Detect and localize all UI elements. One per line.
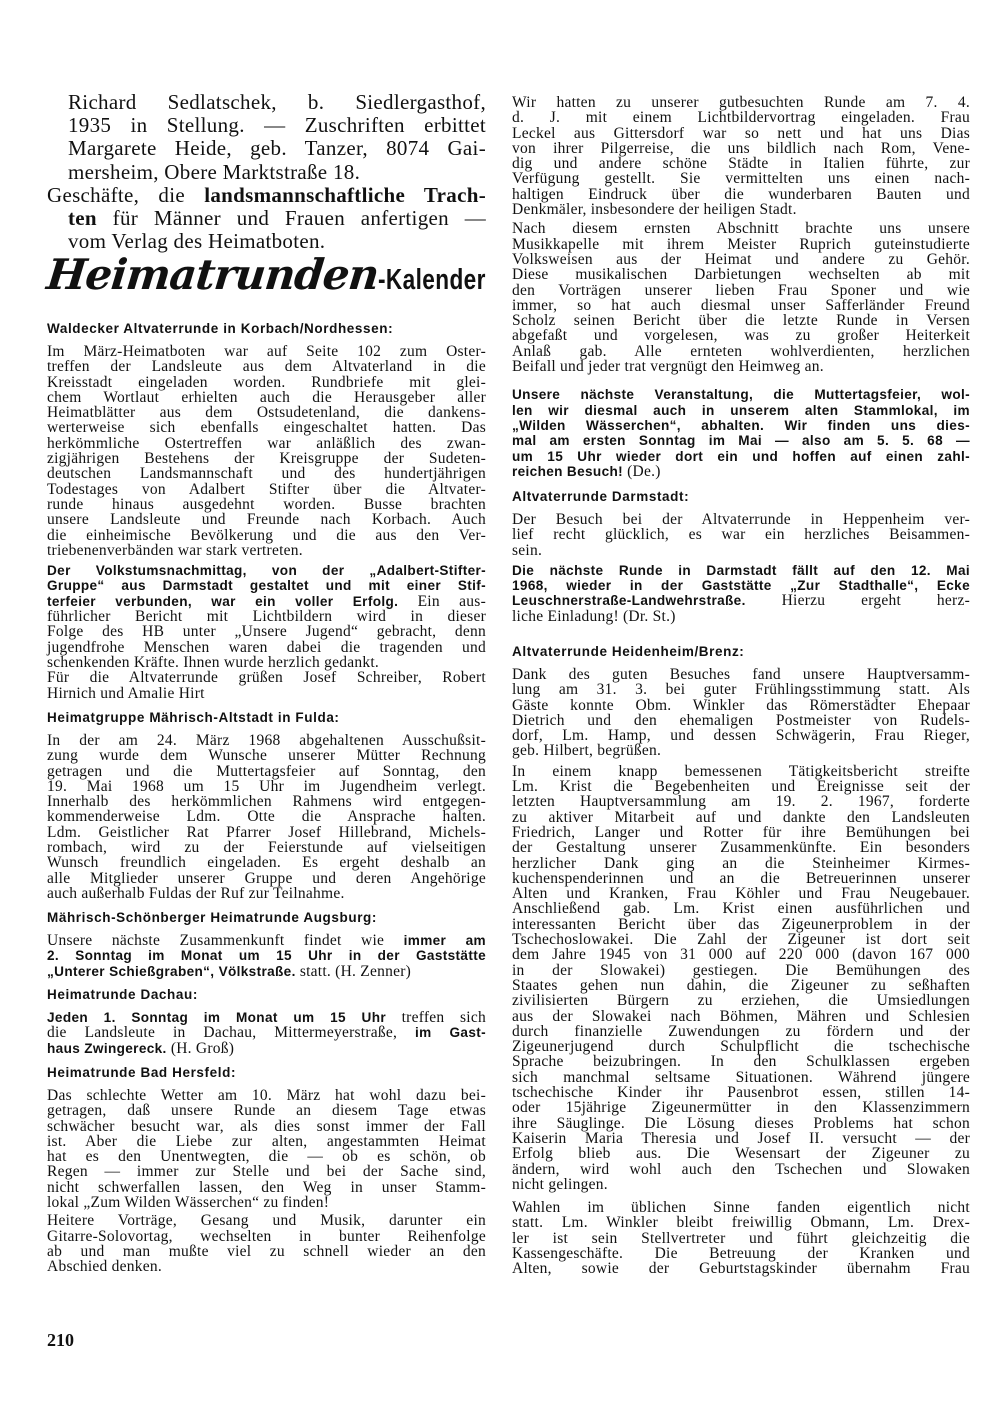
text-run: (De.)	[623, 462, 661, 480]
text-line: triebenenverbänden war stark vertreten.	[47, 541, 303, 559]
section-heading: Heimatrunde Dachau:	[47, 987, 198, 1002]
text-line: interessanten Bericht über das Zigeunerproblem in der	[512, 915, 970, 933]
bold-text-run: 1968, wieder in der Gaststätte „Zur Stadthalle“, Ecke	[512, 578, 970, 594]
text-line: Kassengeschäfte. Die Betreuung der Kranken und	[512, 1244, 970, 1262]
text-line: Innerhalb des herkömmlichen Rahmens wird entgegen-	[47, 793, 486, 811]
paragraph	[512, 95, 970, 217]
text-line: zung wurde dem Wunsche unserer Mütter Rechnung	[47, 747, 486, 765]
article-section	[47, 710, 486, 901]
text-line: lung am 31. 3. bei guter Frühlingsstimmung statt. Als	[512, 681, 970, 699]
text-line	[512, 387, 970, 402]
text-line	[512, 593, 970, 608]
text-line: Heimatblätter aus dem Ostsudetenland, die dankens-	[47, 404, 486, 422]
text-line: zivilisierten Bürgern zu erziehen, die Umsiedlungen	[512, 992, 970, 1010]
text-line: Heitere Vorträge, Gesang und Musik, darunter ein	[47, 1212, 486, 1230]
bold-text-run: Der Volkstumsnachmittag, von der „Adalbert-Stifter-	[47, 563, 486, 579]
text-line	[47, 1041, 486, 1056]
paragraph	[512, 563, 970, 624]
text-line: dem Jahre 1945 von 31 000 auf 220 000 (davon 167 000	[512, 946, 970, 964]
paragraph	[47, 1213, 486, 1274]
section-heading: Altvaterrunde Heidenheim/Brenz:	[512, 644, 745, 659]
text-line: treffen der Landsleute aus dem Altvaterland in die	[47, 358, 486, 376]
paragraph	[512, 667, 970, 759]
paragraph	[512, 387, 970, 479]
text-line: geb. Hilbert, begrüßen.	[512, 742, 662, 760]
text-line	[47, 184, 486, 207]
text-line: Alten und Kranken, Frau Köhler und Frau Neugebauer.	[512, 885, 970, 903]
bold-text-run: „Wilden Wässerchen“, abhalten. Wir finden uns dies-	[512, 417, 970, 433]
bold-text-run: terfeier verbunden, war ein voller Erfolg.	[47, 593, 399, 609]
section-heading: Mährisch-Schönberger Heimatrunde Augsburg:	[47, 910, 377, 925]
text-line	[512, 563, 970, 578]
text-line: Lm. Krist die Begebenheiten und Ereignisse seit der	[512, 778, 970, 796]
text-line: aus der Slowakei nach Böhmen, Mähren und Schlesien	[512, 1007, 970, 1025]
text-line: nicht gelingen.	[512, 1175, 608, 1193]
text-line: lief recht glücklich, es war ein herzliches Beisammen-	[512, 526, 970, 544]
text-line: Abschied denken.	[47, 1258, 163, 1276]
text-line: kuchenspenderinnen und an die Betreuerinnen unserer	[512, 869, 970, 887]
paragraph	[47, 1088, 486, 1210]
text-line: Folge des HB unter „Unsere Jugend“ gebracht, denn	[47, 623, 486, 641]
text-line: Im März-Heimatboten war auf Seite 102 zum Oster-	[47, 343, 486, 360]
paragraph	[512, 512, 970, 558]
text-run: Hierzu ergeht herz-	[745, 592, 970, 610]
text-line: ihre Säuglinge. Die Lösung dieses Problems hat schon	[512, 1114, 970, 1132]
text-line: Wir hatten zu unserer gutbesuchten Runde am 7. 4.	[512, 94, 970, 111]
text-line	[47, 1010, 486, 1025]
paragraph	[512, 1200, 970, 1276]
text-line: sich manchmal seltsame Situationen. Während jüngere	[512, 1068, 970, 1086]
paragraph	[47, 933, 486, 979]
text-line: chem Wortlaut erhielten auch die Herausgeber aller	[47, 388, 486, 406]
text-line: Ldm. Geistlicher Rat Pfarrer Josef Hillebrand, Michels-	[47, 823, 486, 841]
text-line: In einem knapp bemessenen Tätigkeitsbericht streifte	[512, 762, 970, 780]
bold-text-run: len wir diesmal auch in unserem alten Stammlokal, im	[512, 402, 970, 418]
text-line: Anschließend gab. Lm. Krist einen ausführlichen und	[512, 900, 970, 918]
text-line	[47, 1025, 486, 1040]
article-section	[47, 1065, 486, 1275]
text-line: ab und man mußte viel zu schnell wieder an den	[47, 1242, 486, 1260]
text-run: Ein aus-	[398, 592, 486, 610]
text-line: Todestages von Adalbert Stifter über die Altvater-	[47, 480, 486, 498]
text-line: sein.	[512, 541, 543, 559]
text-line: rombach, wird zu der Feierstunde auf vielseitigen	[47, 839, 486, 857]
text-line: Tschechoslowakei. Die Zahl der Zigeuner ist dort seit	[512, 931, 970, 949]
text-line: alle Mitglieder unserer Gruppe und deren Angehörige	[47, 869, 486, 887]
bold-text-run: Unsere nächste Veranstaltung, die Muttertagsfeier, wol-	[512, 387, 970, 403]
text-line: Musikkapelle mit ihrem Meister Ruprich guteinstudierte	[512, 235, 970, 253]
text-line: Denkmäler, insbesondere der heiligen Stadt.	[512, 201, 797, 219]
text-line: getragen und die Muttertagsfeier auf Sonntag, den	[47, 762, 486, 780]
text-line: jugendfrohe Menschen waren dabei die tragenden und	[47, 638, 486, 656]
text-line	[512, 433, 970, 448]
text-line: Dietrich und den ehemaligen Postmeister von Rudels-	[512, 711, 970, 729]
bold-text-run: reichen Besuch!	[512, 463, 624, 479]
text-line: schenkenden Kräfte. Ihnen wurde herzlich gedankt.	[47, 653, 380, 671]
text-run: Geschäfte, die	[47, 182, 205, 207]
text-line: dig und andere schöne Städte in Italien führte, zur	[512, 155, 970, 173]
section-heading: Waldecker Altvaterrunde in Korbach/Nordhessen:	[47, 321, 394, 336]
text-line: haltigen Eindruck über die wunderbaren Bauten und	[512, 185, 970, 203]
text-line: In der am 24. März 1968 abgehaltenen Ausschußsit-	[47, 732, 486, 749]
text-line: dorf, Lm. Hamp, und dessen Schwägerin, Frau Rieger,	[512, 727, 970, 745]
text-line: Beifall und jeder trat vergnügt den Heimweg an.	[512, 358, 824, 376]
bold-text-run: um 15 Uhr wieder dort ein und hoffen auf einen zahl-	[512, 448, 970, 464]
paragraph	[47, 733, 486, 901]
text-line	[47, 578, 486, 593]
text-line: nicht schwerfallen lassen, den Weg in unser Stamm-	[47, 1178, 486, 1196]
text-line: Leckel aus Gittersdorf war so nett und hat uns Dias	[512, 124, 970, 142]
text-line: oder 15jährige Zigeunermütter in den Klassenzimmern	[512, 1099, 970, 1117]
text-line: den Vorträgen unserer lieben Frau Sponer und wie	[512, 281, 970, 299]
text-line: Staates gehen nun dahin, die Zigeuner zu seßhaften	[512, 976, 970, 994]
text-line: Wunsch freundlich eingeladen. Es ergeht deshalb an	[47, 854, 486, 872]
text-line: letzten Hauptversammlung am 19. 2. 1967, forderte	[512, 793, 970, 811]
text-line: Hirnich und Amalie Hirt	[47, 684, 205, 702]
bold-text-run: ten	[68, 206, 97, 231]
text-line: kommenderweise Ldm. Otte die Ansprache halten.	[47, 808, 486, 826]
bold-text-run: immer am	[403, 933, 486, 948]
bold-text-run: im Gast-	[415, 1025, 486, 1041]
text-line: Verfügung gestellt. Sie vermittelten uns einen nach-	[512, 170, 970, 188]
paragraph	[512, 221, 970, 374]
section-heading: Heimatrunde Bad Hersfeld:	[47, 1065, 237, 1080]
text-line	[47, 933, 486, 948]
text-run: treffen sich	[386, 1009, 486, 1026]
text-line: ändern, wird wohl auch den Tschechen und Slowaken	[512, 1160, 970, 1178]
text-line: Anlaß gab. Alle ernteten wohlverdienten, herzlichen	[512, 342, 970, 360]
bold-text-run: Jeden 1. Sonntag im Monat um 15 Uhr	[47, 1010, 386, 1025]
bold-text-run: Die nächste Runde in Darmstadt fällt auf den 12. Mai	[512, 562, 970, 578]
text-line: unsere Landsleute und Freunde nach Korbach. Auch	[47, 511, 486, 529]
text-line: Das schlechte Wetter am 10. März hat wohl dazu bei-	[47, 1087, 486, 1104]
text-line	[512, 418, 970, 433]
text-line	[47, 594, 486, 609]
bold-text-run: Leuschnerstraße-Landwehrstraße.	[512, 593, 746, 609]
text-line: mersheim, Obere Marktstraße 18.	[68, 159, 361, 184]
paragraph	[47, 1010, 486, 1056]
text-line: herkömmliche Ostertreffen war anläßlich des zwan-	[47, 434, 486, 452]
bold-text-run: haus Zwingereck.	[47, 1040, 167, 1056]
text-line: Kaiserin Maria Theresia und Josef II. versucht — der	[512, 1129, 970, 1147]
text-line: Richard Sedlatschek, b. Siedlergasthof,	[68, 90, 486, 114]
page-title	[44, 250, 517, 299]
text-line	[47, 563, 486, 578]
article-section	[47, 321, 486, 701]
text-line: Nach diesem ernsten Abschnitt brachte uns unsere	[512, 220, 970, 238]
text-line: Friedrich, Langer und Rotter für ihre Bemühungen bei	[512, 823, 970, 841]
text-run: Unsere nächste Zusammenkunft findet wie	[47, 932, 404, 949]
text-line	[512, 578, 970, 593]
text-line: Margarete Heide, geb. Tanzer, 8074 Gai-	[68, 136, 486, 161]
text-run: (H. Groß)	[166, 1039, 235, 1057]
article-section	[512, 489, 970, 624]
text-line: Der Besuch bei der Altvaterrunde in Heppenheim ver-	[512, 511, 970, 528]
text-line: Alten, sowie der Geburtstagskinder übernahm Frau	[512, 1260, 970, 1278]
text-line: tschechische Kinder ihr Pausenbrot essen, stillen 14-	[512, 1084, 970, 1102]
text-line: d. J. mit einem Lichtbildervortrag eingeladen. Frau	[512, 109, 970, 127]
text-line: vom Verlag des Heimatboten.	[68, 229, 326, 254]
text-line: werterweise sich ebenfalls eingeschaltet hatten. Das	[47, 419, 486, 437]
text-line: Gitarre-Solovortag, wechselten in bunter Reihenfolge	[47, 1227, 486, 1245]
paragraph	[512, 764, 970, 1192]
text-line: ler ist sein Stellvertreter und führt gleichzeitig die	[512, 1229, 970, 1247]
text-line	[47, 948, 486, 963]
text-line: von ihrer Pilgerreise, die uns bildlich nach Rom, Vene-	[512, 139, 970, 157]
text-line: Sprache beizubringen. In den Schulklassen ergeben	[512, 1053, 970, 1071]
text-line	[512, 449, 970, 464]
article-section	[47, 910, 486, 979]
text-line: hat es den Unentwegten, die — ob es schön, ob	[47, 1148, 486, 1166]
bold-text-run: landsmannschaftliche Trach-	[204, 182, 486, 207]
search-notice-paragraph	[47, 91, 486, 184]
text-line: liche Einladung! (Dr. St.)	[512, 607, 676, 625]
text-line: in der Slowakei) gestiegen. Die Bemühungen des	[512, 961, 970, 979]
text-line	[47, 964, 486, 979]
text-line: durch finanzielle Zuwendungen zu fördern und der	[512, 1022, 970, 1040]
paragraph	[47, 344, 486, 558]
section-heading: Altvaterrunde Darmstadt:	[512, 489, 690, 504]
text-line: die einheimische Bevölkerung und die aus den Ver-	[47, 526, 486, 544]
text-line: auch außerhalb Fuldas der Ruf zur Teilnahme.	[47, 884, 345, 902]
paragraph	[47, 670, 486, 701]
text-line: der Gestaltung unserer Zusammenkünfte. Ein besonders	[512, 839, 970, 857]
text-line: Erfolg blieb aus. Die Wesensart der Zigeuner zu	[512, 1145, 970, 1163]
text-line: schwächer besucht war, als dies sonst immer der Fall	[47, 1117, 486, 1135]
section-heading: Heimatgruppe Mährisch-Altstadt in Fulda:	[47, 710, 340, 725]
article-section	[512, 644, 970, 1277]
text-line: Diese musikalischen Darbietungen wechselten ab mit	[512, 266, 970, 284]
text-line: immer, so hat auch diesmal unser Safferländer Freund	[512, 296, 970, 314]
text-line: zigjährigen Bestehens der Kreisgruppe der Sudeten-	[47, 450, 486, 468]
title-script-part: Heimatrunden	[44, 250, 381, 299]
text-line: Volksweisen aus der Heimat und andere zu Gehör.	[512, 250, 970, 268]
text-line: deutschen Landsmannschaft und des hundertjährigen	[47, 465, 486, 483]
text-run: die Landsleute in Dachau, Mittermeyerstraße,	[47, 1024, 416, 1042]
text-line: Scholz seinen Bericht über die letzte Runde in Versen	[512, 312, 970, 330]
paragraph	[47, 563, 486, 670]
text-line: herzlicher Dank ging an die Steinheimer Kirmes-	[512, 854, 970, 872]
text-line: getragen, daß unsere Runde an diesem Tage etwas	[47, 1102, 486, 1120]
text-line: 1935 in Stellung. — Zuschriften erbittet	[68, 113, 486, 138]
bold-text-run: „Unterer Schießgraben“, Völkstraße.	[47, 963, 296, 979]
text-line: zu aktiver Mitarbeit auf und dankte den Landsleuten	[512, 808, 970, 826]
text-run: statt. (H. Zenner)	[295, 962, 412, 980]
text-line	[512, 403, 970, 418]
intro-notice	[47, 91, 486, 253]
text-line: lokal „Zum Wilden Wässerchen“ zu finden!	[47, 1194, 330, 1212]
title-suffix: -Kalender	[378, 264, 487, 296]
article-section	[512, 95, 970, 479]
text-line: Kreisstadt eingeladen worden. Rundbriefe mit glei-	[47, 373, 486, 391]
text-line: Dank des guten Besuches fand unsere Hauptversamm-	[512, 666, 970, 683]
bold-text-run: mal am ersten Sonntag im Mai — also am 5. 5. 68 —	[512, 433, 970, 449]
text-run: für Männer und Frauen anfertigen —	[96, 206, 486, 231]
text-line: führlicher Bericht mit Lichtbildern wird in dieser	[47, 608, 486, 626]
bold-text-run: 2. Sonntag im Monat um 15 Uhr in der Gaststätte	[47, 948, 486, 964]
text-line: Zigeunerjugend durch Schulpflicht die tschechische	[512, 1038, 970, 1056]
text-line	[512, 464, 970, 479]
text-line: statt. Lm. Winkler bleibt freiwillig Obmann, Lm. Drex-	[512, 1214, 970, 1232]
text-line	[47, 207, 486, 230]
bold-text-run: Gruppe“ aus Darmstadt gestaltet und mit einer Stif-	[47, 578, 486, 594]
text-line: runde hinaus ausgedehnt worden. Busse brachten	[47, 495, 486, 513]
text-line: Für die Altvaterrunde grüßen Josef Schreiber, Robert	[47, 669, 486, 687]
text-line: ist. Aber die Liebe zur alten, angestammten Heimat	[47, 1132, 486, 1150]
text-line: Wahlen im üblichen Sinne fanden eigentlich nicht	[512, 1199, 970, 1217]
article-section	[47, 987, 486, 1056]
text-line: 19. Mai 1968 um 15 Uhr im Jugendheim verlegt.	[47, 777, 486, 795]
text-line: abgefaßt und vorgelesen, was zu großer Heiterkeit	[512, 327, 970, 345]
page-number: 210	[47, 1330, 74, 1350]
text-line: Gäste konnte Obm. Winkler das Römerstädter Ehepaar	[512, 696, 970, 714]
text-line: Regen — immer zur Stelle und bei der Sache sind,	[47, 1163, 486, 1181]
costume-notice-paragraph	[47, 184, 486, 254]
